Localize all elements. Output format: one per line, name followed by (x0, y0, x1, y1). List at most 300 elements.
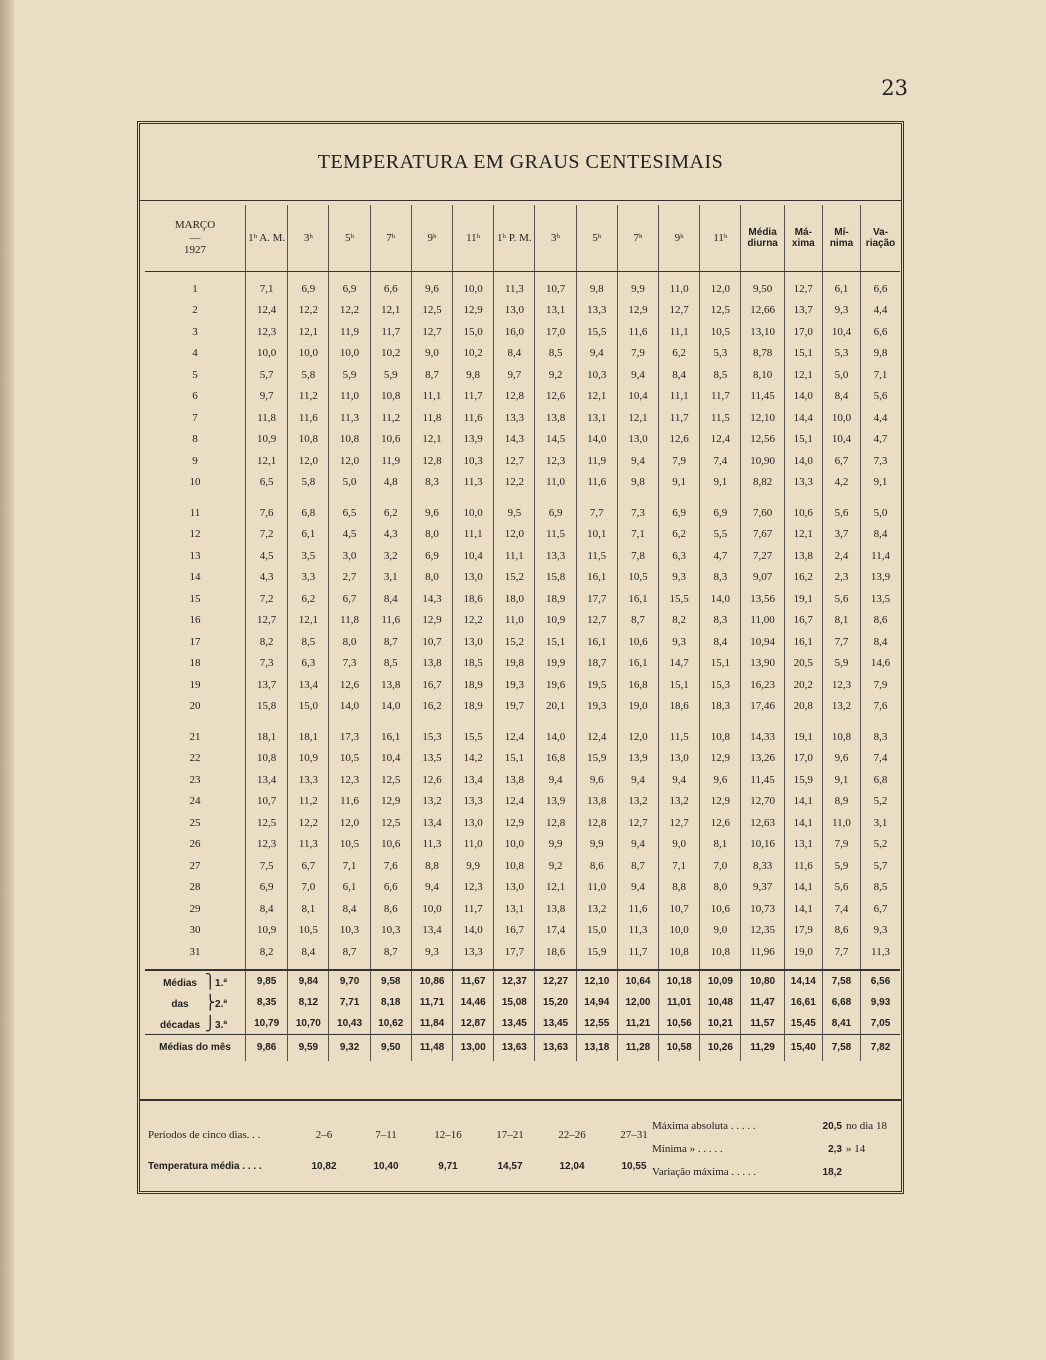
extremes-block (652, 1115, 887, 1184)
data-cell: 11,5 (535, 524, 576, 546)
column-header: 5ʰ (576, 205, 617, 272)
data-cell: 12,7 (617, 812, 658, 834)
spacer-cell (370, 493, 411, 502)
average-cell: 9,59 (288, 1034, 329, 1061)
data-cell: 7,3 (246, 653, 288, 675)
data-cell: 15,1 (784, 429, 822, 451)
data-cell: 6,7 (861, 898, 900, 920)
spacer-cell (411, 493, 452, 502)
table-row (145, 855, 900, 877)
data-cell: 9,9 (535, 834, 576, 856)
data-cell: 7,8 (617, 545, 658, 567)
data-cell: 8,5 (370, 653, 411, 675)
spacer-cell (288, 963, 329, 970)
table-row (145, 748, 900, 770)
data-cell: 10,0 (822, 407, 860, 429)
data-cell: 15,1 (535, 631, 576, 653)
table-row (145, 812, 900, 834)
data-cell: 11,5 (576, 545, 617, 567)
data-cell: 13,7 (246, 674, 288, 696)
data-cell: 13,8 (411, 653, 452, 675)
data-cell: 6,1 (329, 877, 370, 899)
data-cell: 13,9 (617, 748, 658, 770)
data-cell: 12,6 (329, 674, 370, 696)
data-cell: 13,0 (453, 567, 494, 589)
data-cell: 10,8 (659, 941, 700, 963)
data-cell: 11,0 (659, 272, 700, 300)
data-cell: 8,6 (861, 610, 900, 632)
data-cell: 19,8 (494, 653, 535, 675)
data-cell: 7,3 (329, 653, 370, 675)
data-cell: 9,0 (659, 834, 700, 856)
data-cell: 7,0 (288, 877, 329, 899)
data-cell: 7,3 (617, 502, 658, 524)
average-cell: 10,80 (741, 970, 784, 992)
average-cell: 13,63 (494, 1034, 535, 1061)
absolute-min-line: Mínima » . . . . . 2,3 » 14 (652, 1143, 866, 1155)
day-cell: 30 (189, 924, 201, 937)
table-row (145, 300, 900, 322)
data-cell: 17,0 (535, 321, 576, 343)
average-cell: 10,43 (329, 1013, 370, 1035)
decade-group-label: das (171, 998, 189, 1010)
column-header: 11ʰ (700, 205, 741, 272)
data-cell: 12,3 (822, 674, 860, 696)
data-cell: 8,3 (700, 610, 741, 632)
data-cell: 11,6 (576, 472, 617, 494)
data-cell: 5,9 (822, 855, 860, 877)
average-cell: 10,86 (411, 970, 452, 992)
day-cell: 6 (192, 390, 198, 403)
data-cell: 10,7 (246, 791, 288, 813)
average-cell: 9,70 (329, 970, 370, 992)
data-cell: 14,7 (659, 653, 700, 675)
data-cell: 3,2 (370, 545, 411, 567)
data-cell: 12,9 (617, 300, 658, 322)
data-cell: 13,8 (494, 769, 535, 791)
data-cell: 13,8 (535, 407, 576, 429)
data-cell: 17,0 (784, 748, 822, 770)
day-cell: 2 (192, 304, 198, 317)
data-cell: 7,9 (861, 674, 900, 696)
data-cell: 10,0 (494, 834, 535, 856)
data-cell: 7,1 (617, 524, 658, 546)
data-cell: 14,0 (329, 696, 370, 718)
data-cell: 11,6 (784, 855, 822, 877)
data-cell: 10,0 (288, 343, 329, 365)
average-cell: 14,46 (453, 992, 494, 1013)
data-cell: 14,0 (453, 920, 494, 942)
period: 17–21 (496, 1129, 524, 1141)
day-cell: 4 (192, 347, 198, 360)
spacer-cell (535, 493, 576, 502)
data-cell: 16,1 (784, 631, 822, 653)
data-cell: 2,3 (822, 567, 860, 589)
data-cell: 9,3 (659, 567, 700, 589)
spacer-cell (617, 963, 658, 970)
data-cell: 11,7 (700, 386, 741, 408)
average-cell: 11,47 (741, 992, 784, 1013)
data-cell: 12,8 (576, 812, 617, 834)
data-cell: 11,6 (617, 898, 658, 920)
data-cell: 19,3 (576, 696, 617, 718)
data-cell: 5,6 (822, 877, 860, 899)
periods-label: Períodos de cinco dias. . . (148, 1129, 261, 1141)
average-cell: 12,27 (535, 970, 576, 992)
table-row (145, 726, 900, 748)
data-cell: 13,0 (494, 877, 535, 899)
data-cell: 15,2 (494, 567, 535, 589)
data-cell: 16,23 (741, 674, 784, 696)
data-cell: 10,2 (370, 343, 411, 365)
data-cell: 10,0 (453, 272, 494, 300)
data-cell: 9,4 (617, 769, 658, 791)
data-cell: 6,9 (288, 272, 329, 300)
data-cell: 12,7 (659, 812, 700, 834)
column-header: Va- riação (861, 205, 900, 272)
data-cell: 7,0 (700, 855, 741, 877)
spacer-cell (784, 717, 822, 726)
data-cell: 12,63 (741, 812, 784, 834)
day-cell: 17 (189, 635, 201, 648)
data-cell: 8,3 (411, 472, 452, 494)
data-cell: 10,0 (411, 898, 452, 920)
data-cell: 9,6 (822, 748, 860, 770)
table-row (145, 272, 900, 300)
data-cell: 16,2 (411, 696, 452, 718)
column-header: 11ʰ (453, 205, 494, 272)
data-cell: 11,6 (329, 791, 370, 813)
data-cell: 7,1 (861, 364, 900, 386)
data-cell: 11,7 (659, 407, 700, 429)
data-cell: 7,6 (246, 502, 288, 524)
data-cell: 16,7 (784, 610, 822, 632)
data-cell: 13,1 (494, 898, 535, 920)
data-cell: 8,5 (288, 631, 329, 653)
data-cell: 8,6 (370, 898, 411, 920)
data-cell: 10,4 (822, 429, 860, 451)
average-cell: 10,21 (700, 1013, 741, 1035)
data-cell: 11,45 (741, 769, 784, 791)
day-cell: 5 (192, 368, 198, 381)
average-cell: 9,86 (246, 1034, 288, 1061)
spacer-cell (370, 963, 411, 970)
data-cell: 18,0 (494, 588, 535, 610)
data-cell: 16,8 (535, 748, 576, 770)
day-cell: 10 (189, 476, 201, 489)
data-cell: 8,10 (741, 364, 784, 386)
data-cell: 6,3 (288, 653, 329, 675)
period-temp: 10,40 (373, 1161, 399, 1172)
data-cell: 14,3 (411, 588, 452, 610)
spacer-cell (453, 717, 494, 726)
data-cell: 8,4 (822, 386, 860, 408)
data-cell: 6,5 (246, 472, 288, 494)
day-cell: 3 (192, 325, 198, 338)
data-cell: 18,5 (453, 653, 494, 675)
average-cell: 8,41 (822, 1013, 860, 1035)
data-cell: 9,50 (741, 272, 784, 300)
data-cell: 12,5 (411, 300, 452, 322)
data-cell: 5,0 (822, 364, 860, 386)
data-cell: 12,7 (246, 610, 288, 632)
data-cell: 9,0 (700, 920, 741, 942)
data-cell: 11,0 (535, 472, 576, 494)
data-cell: 13,10 (741, 321, 784, 343)
data-cell: 7,7 (576, 502, 617, 524)
table-row (145, 877, 900, 899)
data-cell: 9,8 (576, 272, 617, 300)
data-cell: 7,4 (700, 450, 741, 472)
data-cell: 8,9 (822, 791, 860, 813)
data-cell: 8,4 (700, 631, 741, 653)
spacer-cell (411, 717, 452, 726)
data-cell: 9,7 (246, 386, 288, 408)
data-cell: 8,4 (370, 588, 411, 610)
data-cell: 12,3 (329, 769, 370, 791)
average-cell: 9,32 (329, 1034, 370, 1061)
data-cell: 12,0 (494, 524, 535, 546)
data-cell: 13,8 (535, 898, 576, 920)
table-row (145, 364, 900, 386)
data-cell: 12,7 (411, 321, 452, 343)
average-cell: 13,00 (453, 1034, 494, 1061)
data-cell: 13,4 (411, 920, 452, 942)
column-header: Mí- nima (822, 205, 860, 272)
data-cell: 10,8 (246, 748, 288, 770)
decade-label-cell (145, 1013, 246, 1035)
data-cell: 6,7 (329, 588, 370, 610)
data-cell: 18,1 (246, 726, 288, 748)
day-cell: 9 (192, 454, 198, 467)
data-cell: 12,35 (741, 920, 784, 942)
data-cell: 10,6 (370, 429, 411, 451)
data-cell: 9,5 (494, 502, 535, 524)
data-cell: 13,3 (288, 769, 329, 791)
data-cell: 9,3 (659, 631, 700, 653)
data-cell: 8,3 (700, 567, 741, 589)
data-cell: 12,2 (453, 610, 494, 632)
table-row (145, 472, 900, 494)
data-cell: 12,3 (453, 877, 494, 899)
data-cell: 8,7 (617, 610, 658, 632)
data-cell: 10,5 (700, 321, 741, 343)
data-cell: 12,1 (411, 429, 452, 451)
data-cell: 8,7 (370, 941, 411, 963)
average-cell: 9,50 (370, 1034, 411, 1061)
period: 7–11 (375, 1129, 397, 1141)
average-cell: 9,84 (288, 970, 329, 992)
data-cell: 20,1 (535, 696, 576, 718)
data-cell: 12,0 (288, 450, 329, 472)
data-cell: 10,2 (453, 343, 494, 365)
column-header: Má- xima (784, 205, 822, 272)
data-cell: 5,3 (822, 343, 860, 365)
data-cell: 14,0 (535, 726, 576, 748)
data-cell: 8,3 (861, 726, 900, 748)
column-header: 9ʰ (411, 205, 452, 272)
average-cell: 9,58 (370, 970, 411, 992)
data-cell: 16,1 (617, 653, 658, 675)
table-row (145, 791, 900, 813)
data-cell: 19,3 (494, 674, 535, 696)
data-cell: 9,4 (617, 877, 658, 899)
data-cell: 15,9 (784, 769, 822, 791)
data-cell: 13,2 (617, 791, 658, 813)
brace-glyph: ⎭ (205, 1014, 216, 1031)
day-cell: 18 (189, 657, 201, 670)
data-cell: 5,3 (700, 343, 741, 365)
data-cell: 10,3 (576, 364, 617, 386)
data-cell: 13,2 (822, 696, 860, 718)
data-cell: 4,4 (861, 407, 900, 429)
data-cell: 12,5 (370, 769, 411, 791)
average-cell: 10,58 (659, 1034, 700, 1061)
data-cell: 6,8 (288, 502, 329, 524)
data-cell: 9,4 (535, 769, 576, 791)
data-cell: 11,9 (576, 450, 617, 472)
data-cell: 5,9 (822, 653, 860, 675)
spacer-cell (822, 963, 860, 970)
data-cell: 11,3 (494, 272, 535, 300)
brace-glyph: ⎬ (205, 993, 216, 1010)
spacer-cell (700, 717, 741, 726)
data-cell: 6,7 (288, 855, 329, 877)
period-temp: 10,55 (621, 1161, 647, 1172)
column-header: 3ʰ (535, 205, 576, 272)
data-cell: 6,6 (370, 877, 411, 899)
data-cell: 12,6 (700, 812, 741, 834)
day-cell: 11 (189, 506, 201, 519)
data-cell: 8,4 (861, 631, 900, 653)
data-cell: 5,8 (288, 472, 329, 494)
data-cell: 8,0 (411, 567, 452, 589)
data-cell: 11,0 (329, 386, 370, 408)
header-row (145, 205, 900, 272)
data-cell: 16,8 (617, 674, 658, 696)
data-cell: 12,7 (576, 610, 617, 632)
average-cell: 16,61 (784, 992, 822, 1013)
data-cell: 15,5 (453, 726, 494, 748)
data-cell: 13,3 (576, 300, 617, 322)
data-cell: 12,9 (700, 791, 741, 813)
data-cell: 11,8 (246, 407, 288, 429)
data-cell: 3,1 (861, 812, 900, 834)
data-cell: 18,6 (453, 588, 494, 610)
data-cell: 6,6 (861, 272, 900, 300)
day-cell: 27 (189, 859, 201, 872)
average-cell: 7,05 (861, 1013, 900, 1035)
data-cell: 12,0 (329, 450, 370, 472)
data-cell: 8,4 (288, 941, 329, 963)
data-cell: 12,2 (494, 472, 535, 494)
data-cell: 11,7 (370, 321, 411, 343)
data-cell: 10,8 (288, 429, 329, 451)
data-cell: 12,2 (288, 812, 329, 834)
table-row (145, 834, 900, 856)
data-cell: 6,7 (822, 450, 860, 472)
average-cell: 7,71 (329, 992, 370, 1013)
data-cell: 15,5 (659, 588, 700, 610)
spacer-cell (861, 493, 900, 502)
data-cell: 13,1 (576, 407, 617, 429)
data-cell: 8,6 (822, 920, 860, 942)
data-cell: 8,4 (861, 524, 900, 546)
data-cell: 17,9 (784, 920, 822, 942)
data-cell: 9,4 (659, 769, 700, 791)
average-cell: 14,14 (784, 970, 822, 992)
decade-average-row (145, 1013, 900, 1035)
column-header: 7ʰ (370, 205, 411, 272)
day-cell: 22 (189, 752, 201, 765)
data-cell: 8,7 (411, 364, 452, 386)
data-cell: 11,7 (453, 898, 494, 920)
day-cell: 28 (189, 881, 201, 894)
day-cell: 23 (189, 773, 201, 786)
data-cell: 5,8 (288, 364, 329, 386)
data-cell: 5,5 (700, 524, 741, 546)
data-cell: 11,6 (288, 407, 329, 429)
data-cell: 15,0 (288, 696, 329, 718)
data-cell: 13,2 (576, 898, 617, 920)
data-cell: 17,46 (741, 696, 784, 718)
data-cell: 6,2 (370, 502, 411, 524)
data-cell: 13,9 (861, 567, 900, 589)
table-row (145, 631, 900, 653)
period: 27–31 (620, 1129, 648, 1141)
data-cell: 13,26 (741, 748, 784, 770)
spacer-cell (822, 717, 860, 726)
data-cell: 2,4 (822, 545, 860, 567)
data-cell: 6,9 (329, 272, 370, 300)
day-cell: 26 (189, 838, 201, 851)
data-cell: 8,0 (700, 877, 741, 899)
page-binding (0, 0, 14, 1360)
data-cell: 16,1 (370, 726, 411, 748)
spacer-cell (246, 963, 288, 970)
data-cell: 6,6 (370, 272, 411, 300)
spacer-cell (246, 493, 288, 502)
data-cell: 8,2 (246, 941, 288, 963)
data-cell: 12,4 (246, 300, 288, 322)
average-cell: 11,57 (741, 1013, 784, 1035)
data-cell: 6,2 (288, 588, 329, 610)
data-cell: 8,5 (535, 343, 576, 365)
data-cell: 13,8 (576, 791, 617, 813)
spacer-cell (411, 963, 452, 970)
data-cell: 10,9 (246, 920, 288, 942)
data-cell: 11,45 (741, 386, 784, 408)
data-cell: 8,2 (246, 631, 288, 653)
data-cell: 10,6 (617, 631, 658, 653)
data-cell: 14,3 (494, 429, 535, 451)
decade-average-row (145, 992, 900, 1013)
spacer-cell (861, 717, 900, 726)
data-cell: 10,6 (700, 898, 741, 920)
decade-number: 1.ª (215, 977, 228, 989)
data-cell: 9,3 (822, 300, 860, 322)
monthly-average-label: Médias do mês (145, 1034, 246, 1061)
spacer-cell (453, 493, 494, 502)
day-cell: 7 (192, 411, 198, 424)
table-title: TEMPERATURA EM GRAUS CENTESIMAIS (140, 124, 901, 201)
data-cell: 8,1 (700, 834, 741, 856)
spacer-cell (617, 717, 658, 726)
day-cell: 24 (189, 795, 201, 808)
data-cell: 6,5 (329, 502, 370, 524)
temperature-mean-label: Temperatura média . . . . (148, 1161, 262, 1172)
spacer-cell (576, 493, 617, 502)
